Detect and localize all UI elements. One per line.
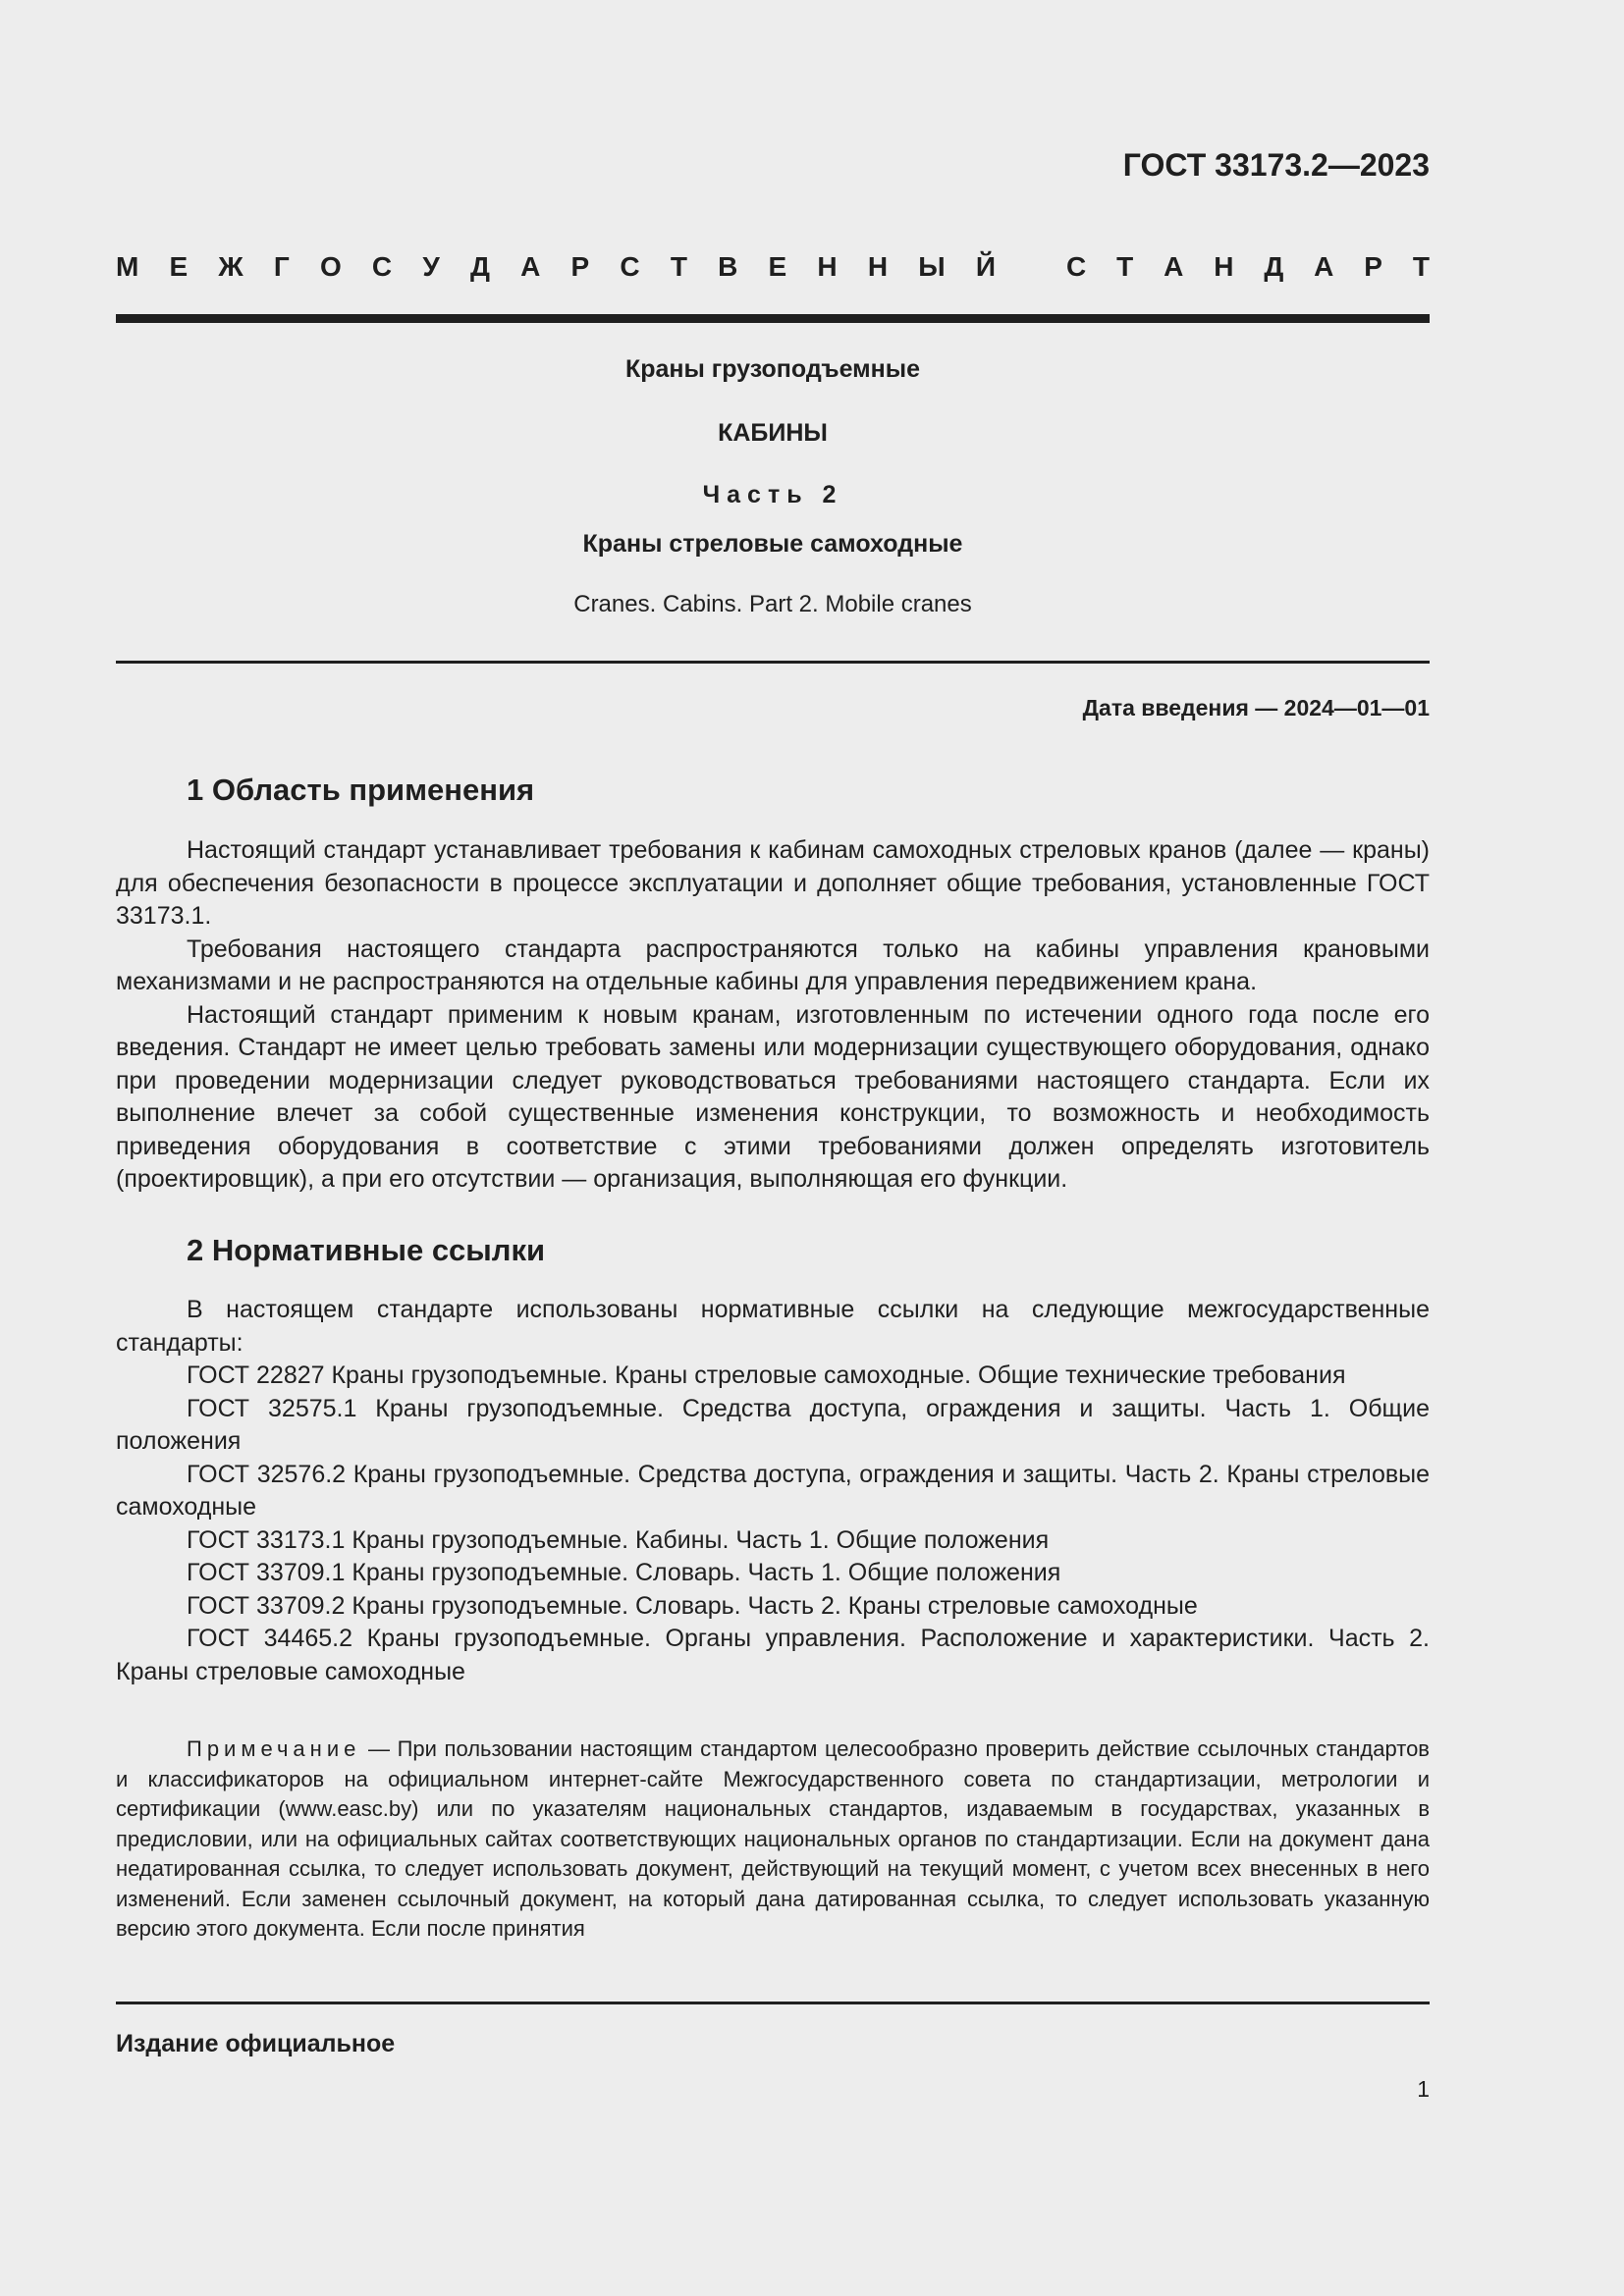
banner-letter: Н	[817, 251, 838, 282]
banner-letter: Р	[570, 251, 590, 282]
page-number: 1	[1417, 2076, 1430, 2102]
title-line-cranes: Краны грузоподъемные	[624, 355, 921, 383]
title-line-part: Часть 2	[702, 481, 843, 508]
banner-letter: Т	[1116, 251, 1134, 282]
banner-letter: А	[1314, 251, 1334, 282]
title-rule	[116, 661, 1430, 664]
note-label: Примечание	[187, 1736, 361, 1761]
banner-letter: Г	[273, 251, 290, 282]
reference-item: ГОСТ 33173.1 Краны грузоподъемные. Кабины. Часть 1. Общие положения	[187, 1525, 1050, 1554]
banner-letter: Н	[867, 251, 889, 282]
banner-letter: Е	[768, 251, 787, 282]
banner-letter: Ы	[918, 251, 946, 282]
banner-letter: Д	[469, 251, 490, 282]
document-code: ГОСТ 33173.2—2023	[1122, 147, 1430, 183]
banner-letter: А	[520, 251, 541, 282]
paragraph: В настоящем стандарте использованы нормативные ссылки на следующие межгосударственные стандарты:	[116, 1296, 1430, 1357]
banner-letter: Т	[670, 251, 687, 282]
banner-letter: Н	[1214, 251, 1234, 282]
standard-banner	[116, 251, 1430, 283]
banner-letter: Р	[1364, 251, 1382, 282]
footer-rule	[116, 2002, 1430, 2004]
reference-item: ГОСТ 33709.1 Краны грузоподъемные. Словарь. Часть 1. Общие положения	[187, 1559, 1061, 1586]
paragraph: Настоящий стандарт применим к новым кранам, изготовленным по истечении одного года после его введения. Стандарт не имеет целью требовать замены или модернизации существующего оборудования, однако при проведении модернизации следует руководствоваться требованиями настоящего стандарта. Если их выполнение влечет за собой существенные изменения конструкции, то возможность и необходимость приведения оборудования в соответствие с этими требованиями должен определять изготовитель (проектировщик), а при его отсутствии — организация, выполняющая его функции.	[116, 1000, 1430, 1193]
document-page	[116, 0, 1430, 2296]
reference-item: ГОСТ 32576.2 Краны грузоподъемные. Средства доступа, ограждения и защиты. Часть 2. Краны стреловые самоходные	[116, 1460, 1430, 1521]
section-heading-scope: 1 Область применения	[187, 773, 535, 807]
banner-letter: С	[371, 251, 393, 282]
official-edition-label: Издание официальное	[116, 2030, 396, 2057]
banner-letter: С	[1066, 251, 1087, 282]
note-block	[116, 1735, 1430, 1945]
introduction-date: Дата введения — 2024—01—01	[1082, 695, 1430, 721]
banner-letter: Т	[1412, 251, 1430, 282]
section-scope-body	[116, 834, 1430, 1197]
banner-letter: А	[1164, 251, 1184, 282]
banner-letter: В	[718, 251, 738, 282]
banner-letter: О	[319, 251, 342, 282]
title-line-cabins: КАБИНЫ	[718, 419, 828, 447]
note-text: — При пользовании настоящим стандартом целесообразно проверить действие ссылочных стандартов и классификаторов на официальном интернет-сайте Межгосударственного совета по стандартизации, метрологии и сертификации (www.easc.by) или по указателям национальных стандартов, издаваемым в государствах, указанных в предисловии, или на официальных сайтах соответствующих национальных органов по стандартизации. Если на документ дана недатированная ссылка, то следует использовать документ, действующий на текущий момент, с учетом всех внесенных в него изменений. Если заменен ссылочный документ, на который дана датированная ссылка, то следует использовать указанную версию этого документа. Если после принятия	[116, 1736, 1430, 1941]
banner-letter: Д	[1264, 251, 1284, 282]
banner-word-interstate	[116, 251, 996, 283]
title-english: Cranes. Cabins. Part 2. Mobile cranes	[573, 591, 972, 617]
banner-letter: Ж	[218, 251, 244, 282]
paragraph: Требования настоящего стандарта распространяются только на кабины управления крановыми механизмами и не распространяются на отдельные кабины для управления передвижением крана.	[116, 934, 1430, 995]
reference-item: ГОСТ 32575.1 Краны грузоподъемные. Средства доступа, ограждения и защиты. Часть 1. Общие положения	[116, 1394, 1430, 1455]
section-references-body	[116, 1294, 1430, 1688]
reference-item: ГОСТ 33709.2 Краны грузоподъемные. Словарь. Часть 2. Краны стреловые самоходные	[187, 1591, 1198, 1620]
paragraph: Настоящий стандарт устанавливает требования к кабинам самоходных стреловых кранов (далее — краны) для обеспечения безопасности в процессе эксплуатации и дополняет общие требования, установленные ГОСТ 33173.1.	[116, 836, 1430, 930]
header-rule	[116, 314, 1430, 323]
banner-word-standard	[1066, 251, 1430, 283]
reference-item: ГОСТ 22827 Краны грузоподъемные. Краны стреловые самоходные. Общие технические требования	[187, 1362, 1346, 1389]
banner-letter: М	[116, 251, 139, 282]
banner-letter: Е	[169, 251, 189, 282]
reference-item: ГОСТ 34465.2 Краны грузоподъемные. Органы управления. Расположение и характеристики. Часть 2. Краны стреловые самоходные	[116, 1625, 1430, 1685]
banner-letter: У	[422, 251, 440, 282]
title-line-mobile-cranes: Краны стреловые самоходные	[582, 530, 963, 558]
banner-letter: Й	[975, 251, 996, 282]
banner-letter: С	[620, 251, 640, 282]
section-heading-references: 2 Нормативные ссылки	[187, 1233, 546, 1267]
